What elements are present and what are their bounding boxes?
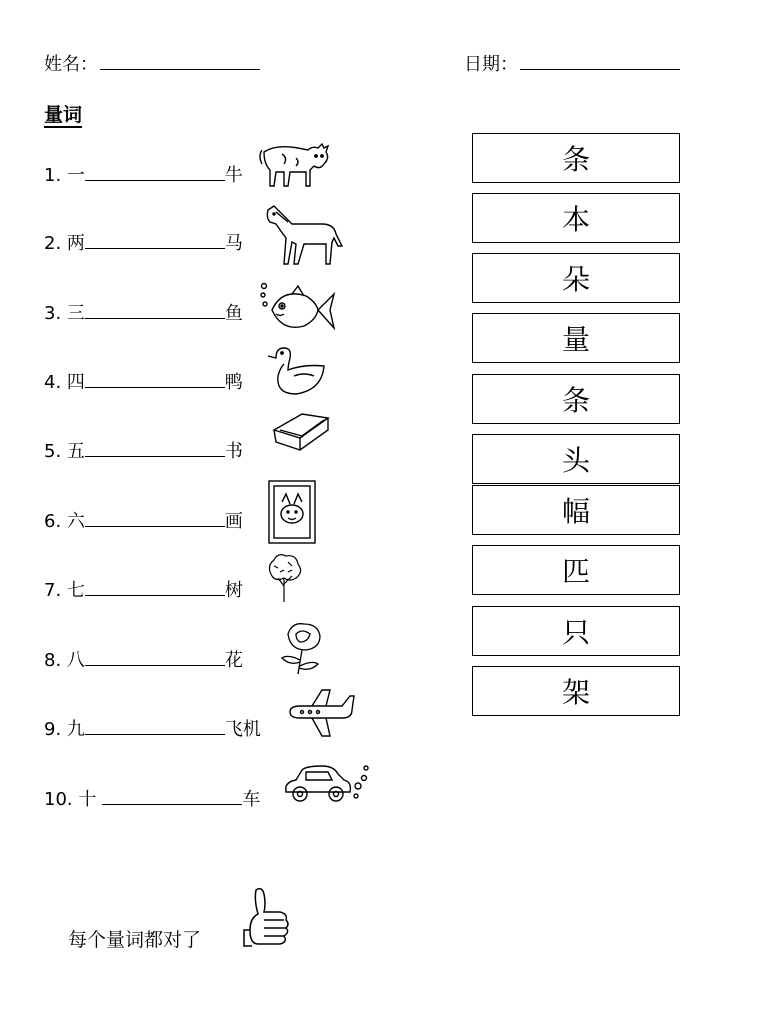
worksheet-title: 量词 — [44, 104, 83, 126]
horse-icon — [262, 202, 344, 266]
answer-blank[interactable] — [85, 369, 225, 388]
question-row-3 — [44, 300, 243, 324]
question-noun: 马 — [224, 233, 243, 254]
question-noun: 牛 — [224, 165, 243, 186]
answer-blank[interactable] — [102, 786, 242, 805]
question-noun: 鸭 — [224, 372, 243, 393]
answer-box[interactable]: 条 — [472, 133, 680, 183]
question-row-9 — [44, 716, 261, 740]
answer-blank[interactable] — [85, 577, 225, 596]
question-row-2 — [44, 230, 243, 254]
answer-box[interactable]: 匹 — [472, 545, 680, 595]
answer-box[interactable]: 条 — [472, 374, 680, 424]
question-row-8 — [44, 647, 243, 671]
flower-icon — [276, 620, 326, 676]
question-row-7 — [44, 577, 243, 601]
question-noun: 树 — [224, 580, 243, 601]
question-number: 1. 一 — [44, 165, 85, 186]
answer-blank[interactable] — [85, 508, 225, 527]
answer-blank[interactable] — [85, 647, 225, 666]
name-label: 姓名： — [44, 54, 98, 75]
car-icon — [282, 762, 374, 808]
question-number: 4. 四 — [44, 372, 85, 393]
footer-text: 每个量词都对了 — [68, 929, 202, 951]
answer-box[interactable]: 幅 — [472, 485, 680, 535]
answer-blank[interactable] — [85, 716, 225, 735]
book-icon — [272, 412, 330, 454]
duck-icon — [264, 346, 328, 398]
answer-box[interactable]: 朵 — [472, 253, 680, 303]
picture-frame-icon — [268, 480, 316, 544]
date-blank[interactable] — [520, 53, 680, 70]
question-noun: 车 — [242, 789, 261, 810]
question-number: 6. 六 — [44, 511, 85, 532]
airplane-icon — [286, 688, 356, 740]
answer-blank[interactable] — [85, 438, 225, 457]
question-noun: 画 — [224, 511, 243, 532]
answer-box[interactable]: 本 — [472, 193, 680, 243]
date-label: 日期： — [464, 54, 518, 75]
question-row-6 — [44, 508, 243, 532]
answer-box[interactable]: 架 — [472, 666, 680, 716]
answer-blank[interactable] — [85, 162, 225, 181]
question-number: 3. 三 — [44, 303, 85, 324]
question-number: 7. 七 — [44, 580, 85, 601]
question-number: 10. 十 — [44, 789, 97, 810]
question-noun: 书 — [224, 441, 243, 462]
question-number: 2. 两 — [44, 233, 85, 254]
date-field — [464, 50, 680, 76]
name-blank[interactable] — [100, 53, 260, 70]
fish-icon — [258, 280, 338, 340]
question-row-1 — [44, 162, 243, 186]
tree-icon — [264, 552, 304, 604]
question-number: 5. 五 — [44, 441, 85, 462]
question-noun: 花 — [224, 650, 243, 671]
answer-box[interactable]: 量 — [472, 313, 680, 363]
name-field — [44, 50, 260, 76]
question-number: 8. 八 — [44, 650, 85, 671]
answer-blank[interactable] — [85, 230, 225, 249]
answer-box[interactable]: 只 — [472, 606, 680, 656]
question-row-10 — [44, 786, 260, 810]
question-row-4 — [44, 369, 243, 393]
question-noun: 鱼 — [224, 303, 243, 324]
question-noun: 飞机 — [224, 719, 261, 740]
question-row-5 — [44, 438, 243, 462]
cow-icon — [256, 136, 332, 192]
thumbs-up-icon — [240, 886, 292, 952]
question-number: 9. 九 — [44, 719, 85, 740]
answer-blank[interactable] — [85, 300, 225, 319]
answer-box[interactable]: 头 — [472, 434, 680, 484]
